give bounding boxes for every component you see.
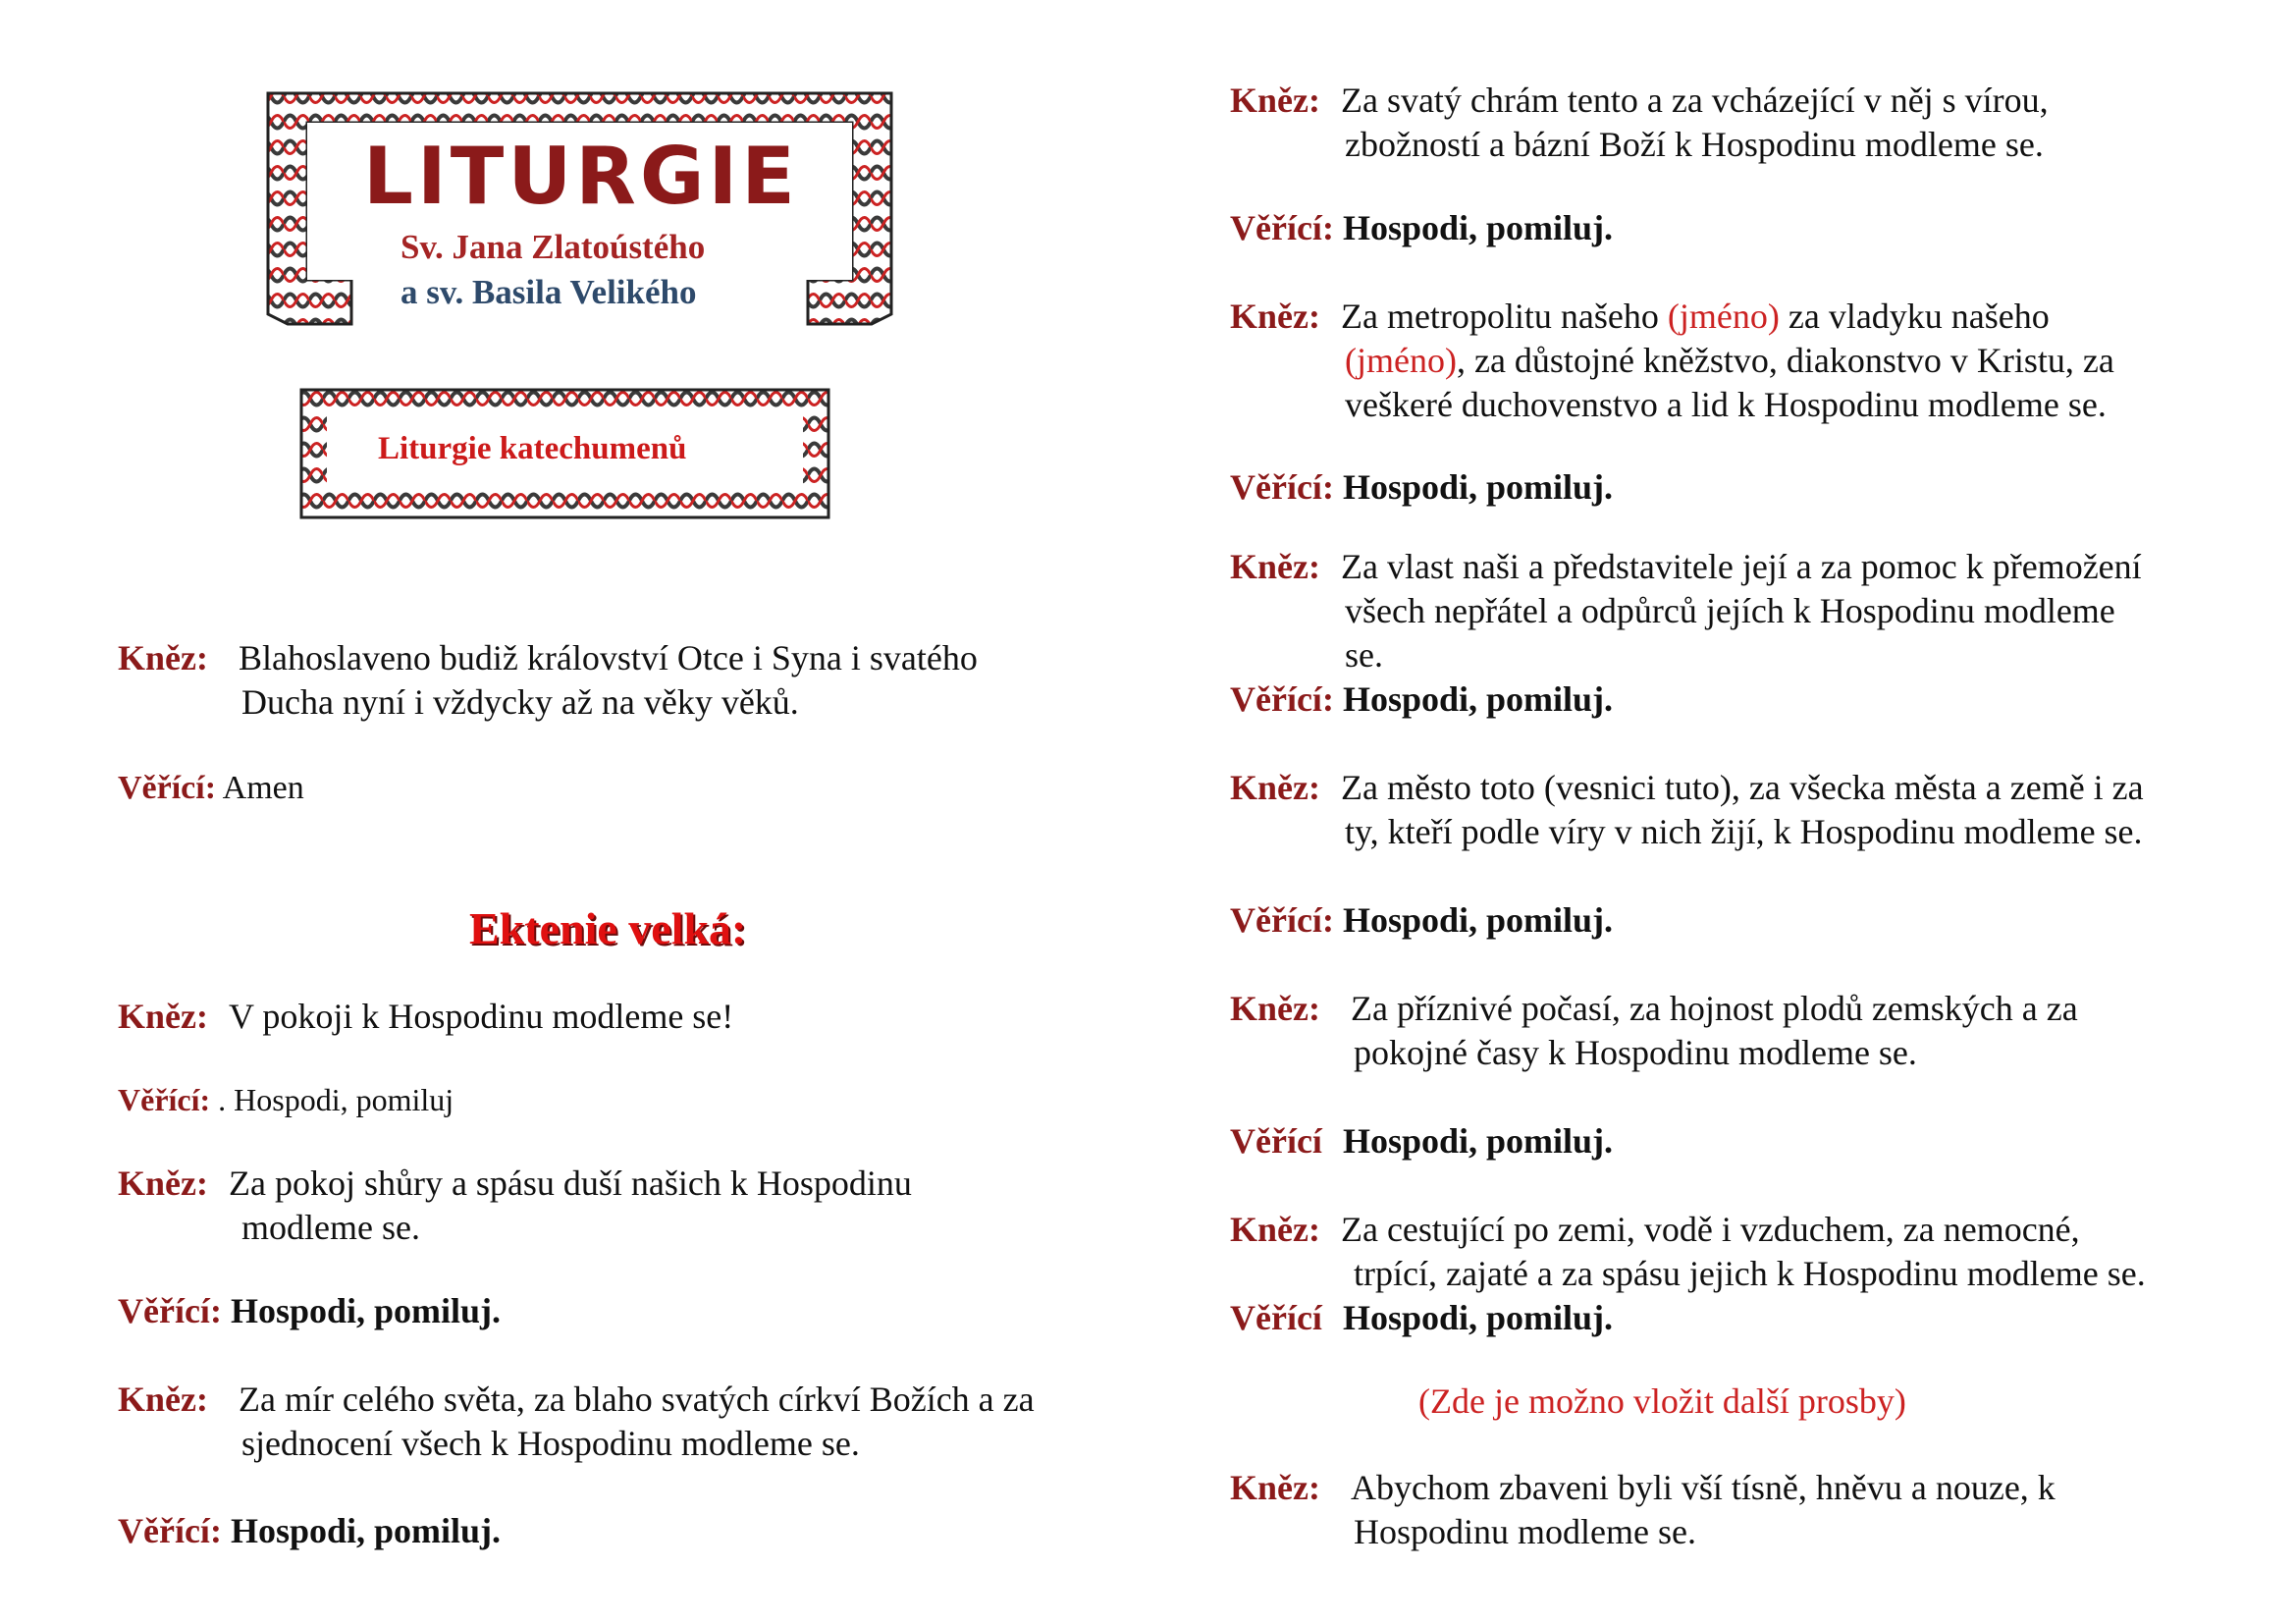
speaker-label: Kněz: (118, 997, 208, 1036)
line: modleme se. (241, 1208, 420, 1247)
line: Za pokoj shůry a spásu duší našich k Hospodinu (228, 1164, 912, 1203)
line: veškeré duchovenstvo a lid k Hospodinu modleme se. (1345, 385, 2107, 424)
section-label: Liturgie katechumenů (378, 431, 687, 466)
line: Za mír celého světa, za blaho svatých církví Božích a za (238, 1380, 1035, 1419)
insertion-note: (Zde je možno vložit další prosby) (1418, 1381, 1906, 1421)
speaker-label: Kněz: (1230, 81, 1320, 120)
line: trpící, zajaté a za spásu jejich k Hospodinu modleme se. (1354, 1254, 2146, 1293)
section-heading: Ektenie velká: (469, 903, 747, 953)
line: všech nepřátel a odpůrců jejích k Hospodinu modleme (1345, 591, 2115, 630)
name-placeholder: (jméno) (1345, 341, 1457, 380)
speaker-label: Věřící: (118, 1082, 211, 1117)
speaker-label: Kněz: (1230, 768, 1320, 807)
speaker-label: Věřící: (1230, 900, 1334, 940)
petition (1230, 545, 2142, 677)
response (1230, 1296, 1613, 1340)
line: Hospodinu modleme se. (1354, 1512, 1696, 1551)
petition (118, 995, 733, 1039)
line: Hospodi, pomiluj. (1342, 679, 1614, 719)
speaker-label: Věřící: (118, 1291, 222, 1330)
line: Hospodi, pomiluj. (1342, 900, 1614, 940)
speaker-label: Kněz: (1230, 1468, 1320, 1507)
subtitle-line-2: a sv. Basila Velikého (400, 273, 697, 311)
document-title: LITURGIE (363, 131, 799, 222)
speaker-label: Věřící (1230, 1298, 1322, 1337)
petition (1230, 79, 2049, 167)
petition (118, 1162, 912, 1250)
line: se. (1345, 635, 1383, 675)
line: pokojné časy k Hospodinu modleme se. (1354, 1033, 1917, 1072)
response (1230, 898, 1613, 943)
intro-priest (118, 636, 978, 725)
line: V pokoji k Hospodinu modleme se! (228, 997, 734, 1036)
response (1230, 465, 1613, 510)
line: , za důstojné kněžstvo, diakonstvo v Kristu, za (1456, 341, 2114, 380)
petition (1230, 987, 2078, 1075)
line: sjednocení všech k Hospodinu modleme se. (241, 1424, 860, 1463)
line: Hospodi, pomiluj. (1342, 1298, 1614, 1337)
line: Za město toto (vesnici tuto), za všecka města a země i za (1340, 768, 2144, 807)
response (1230, 1119, 1613, 1164)
petition (1230, 766, 2144, 854)
speaker-label: Věřící: (1230, 208, 1334, 247)
line: Ducha nyní i vždycky až na věky věků. (241, 682, 799, 722)
line: Hospodi, pomiluj. (1342, 467, 1614, 507)
name-placeholder: (jméno) (1667, 297, 1780, 336)
line: Hospodi, pomiluj. (230, 1511, 502, 1550)
line: ty, kteří podle víry v nich žijí, k Hospodinu modleme se. (1345, 812, 2143, 851)
response (118, 1078, 454, 1122)
response (118, 1289, 501, 1333)
speaker-label: Kněz: (1230, 989, 1320, 1028)
speaker-label: Věřící: (118, 770, 217, 806)
line: Za svatý chrám tento a za vcházející v něj s vírou, (1340, 81, 2049, 120)
petition (1230, 1208, 2146, 1296)
line: . Hospodi, pomiluj (218, 1082, 454, 1117)
subtitle-line-1: Sv. Jana Zlatoústého (400, 228, 706, 266)
petition (118, 1378, 1035, 1466)
line: Hospodi, pomiluj. (230, 1291, 502, 1330)
line: Blahoslaveno budiž království Otce i Syna i svatého (238, 638, 978, 677)
response (1230, 206, 1613, 250)
speaker-label: Kněz: (1230, 1210, 1320, 1249)
intro-faithful (118, 766, 304, 810)
line: Za příznivé počasí, za hojnost plodů zemských a za (1350, 989, 2078, 1028)
speaker-label: Kněz: (118, 1164, 208, 1203)
line: Amen (222, 770, 304, 806)
response (1230, 677, 1613, 722)
speaker-label: Kněz: (118, 1380, 208, 1419)
speaker-label: Věřící (1230, 1121, 1322, 1161)
speaker-label: Věřící: (118, 1511, 222, 1550)
speaker-label: Kněz: (1230, 547, 1320, 586)
petition (1230, 295, 2114, 427)
line: Za vlast naši a představitele její a za pomoc k přemožení (1340, 547, 2142, 586)
line: zbožností a bázní Boží k Hospodinu modleme se. (1345, 125, 2044, 164)
line: Abychom zbaveni byli vší tísně, hněvu a nouze, k (1350, 1468, 2056, 1507)
speaker-label: Kněz: (1230, 297, 1320, 336)
speaker-label: Věřící: (1230, 679, 1334, 719)
line: Za metropolitu našeho (1340, 297, 1668, 336)
response (118, 1509, 501, 1553)
line: Za cestující po zemi, vodě i vzduchem, za nemocné, (1340, 1210, 2080, 1249)
petition (1230, 1466, 2056, 1554)
line: Hospodi, pomiluj. (1342, 208, 1614, 247)
speaker-label: Věřící: (1230, 467, 1334, 507)
speaker-label: Kněz: (118, 638, 208, 677)
line: za vladyku našeho (1779, 297, 2050, 336)
line: Hospodi, pomiluj. (1342, 1121, 1614, 1161)
